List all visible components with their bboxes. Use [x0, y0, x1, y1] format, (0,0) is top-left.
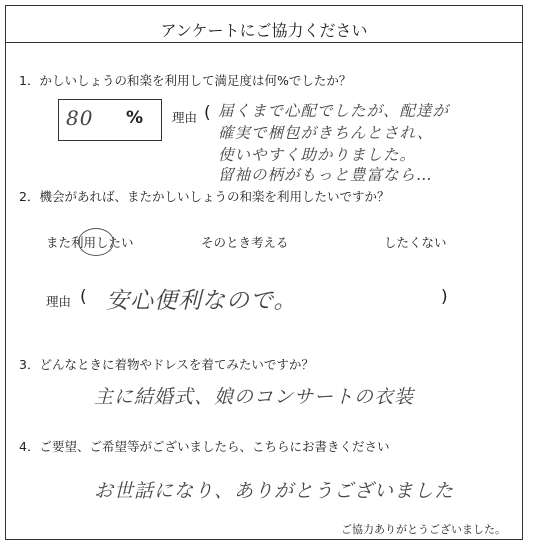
option-not-use: したくない	[384, 235, 447, 250]
q4-answer: お世話になり、ありがとうございました	[94, 480, 455, 502]
question-2: 2．機会があれば、またかしいしょうの和楽を利用したいですか？	[19, 189, 390, 204]
question-4: 4．ご要望、ご希望等がございましたら、こちらにお書きください	[19, 439, 390, 454]
q1-reason-open-paren: (	[204, 103, 211, 123]
q2-reason-label: 理由	[46, 294, 72, 309]
footer-thanks: ご協力ありがとうございました。	[341, 523, 506, 536]
question-3: 3．どんなときに着物やドレスを着てみたいですか？	[19, 357, 314, 372]
q1-reason-line: 届くまで心配でしたが、配達が	[218, 102, 450, 120]
option-use-again: また利用したい	[46, 235, 134, 250]
q2-reason-close-paren: )	[441, 287, 448, 307]
q1-reason-line: 確実で梱包がきちんとされ、	[218, 124, 434, 142]
percent-unit: %	[126, 108, 144, 128]
satisfaction-value: 80	[66, 106, 94, 130]
q2-reason-text: 安心便利なので。	[106, 288, 298, 314]
q3-answer: 主に結婚式、娘のコンサートの衣装	[94, 386, 415, 408]
q1-reason-line: 留袖の柄がもっと豊富なら…	[218, 166, 433, 184]
q1-reason-label: 理由	[172, 110, 198, 125]
option-consider: そのとき考える	[201, 235, 289, 250]
title-divider	[6, 42, 522, 43]
survey-form	[5, 5, 523, 540]
q2-reason-open-paren: (	[80, 287, 87, 307]
question-1: 1．かしいしょうの和楽を利用して満足度は何%でしたか？	[19, 73, 352, 88]
q1-reason-line: 使いやすく助かりました。	[218, 146, 417, 164]
selected-option-circle	[78, 228, 114, 256]
form-title: アンケートにご協力ください	[160, 21, 368, 40]
